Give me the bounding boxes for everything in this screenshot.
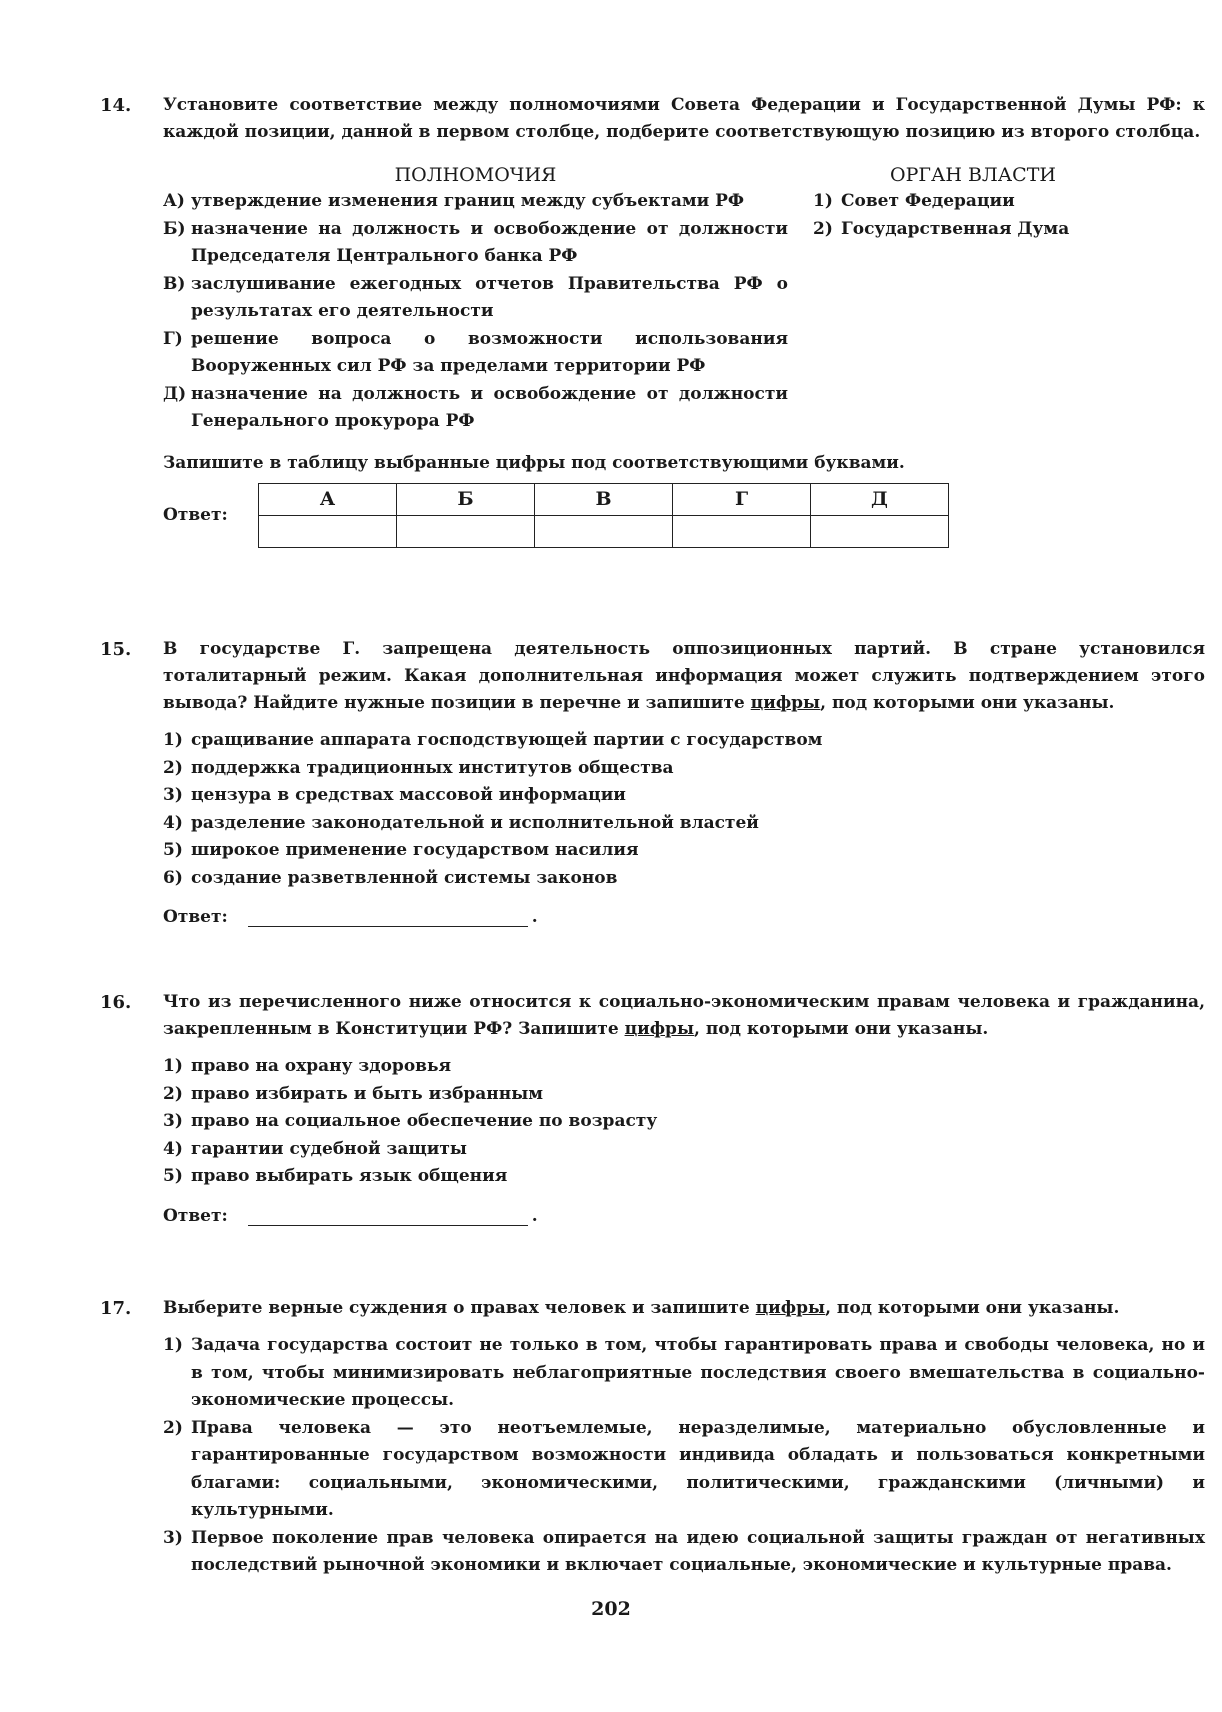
answer-line-15: Ответ: . — [163, 907, 538, 927]
list-item: 4) гарантии судебной защиты — [163, 1138, 467, 1159]
task-15-options — [163, 727, 1205, 892]
task-17-text: Выберите верные суждения о правах человек и запишите цифры, под которыми они указаны. — [163, 1298, 1120, 1318]
answer-blank[interactable] — [248, 1205, 528, 1226]
page-number: 202 — [591, 1598, 631, 1620]
task-14-number: 14. — [100, 95, 132, 116]
power-item: А) утверждение изменения границ между субъектами РФ — [163, 191, 745, 211]
list-item: 5) широкое применение государством насилия — [163, 840, 639, 860]
task-16 — [100, 989, 1205, 1226]
power-item: Г) решение вопроса о возможности использования Вооруженных сил РФ за пределами территории РФ — [163, 328, 788, 376]
answer-table-header: В — [535, 483, 673, 515]
list-item: 3) цензура в средствах массовой информации — [163, 785, 626, 805]
organs-header: ОРГАН ВЛАСТИ — [890, 164, 1056, 186]
task-17-number: 17. — [100, 1298, 132, 1319]
matching-columns — [163, 162, 1205, 436]
answer-table — [258, 483, 949, 548]
answer-label: Ответ: — [163, 505, 228, 525]
answer-line-16: Ответ: . — [163, 1205, 538, 1226]
answer-cell[interactable] — [535, 515, 673, 547]
list-item: 2) право избирать и быть избранным — [163, 1083, 544, 1104]
power-item: В) заслушивание ежегодных отчетов Правительства РФ о результатах его деятельности — [163, 273, 788, 321]
list-item: 1) сращивание аппарата господствующей партии с государством — [163, 730, 823, 750]
answer-cell[interactable] — [397, 515, 535, 547]
emphasis-digits: цифры — [624, 1019, 694, 1039]
list-item: 2) поддержка традиционных институтов общества — [163, 757, 674, 778]
answer-table-header: Б — [397, 483, 535, 515]
task-15-text: В государстве Г. запрещена деятельность оппозиционных партий. В стране установился тоталитарный режим. Какая дополнительная информация может служить подтверждением этого вывода? Найдите нужные позиции в перечне и запишите цифры, под которыми они указаны. — [163, 639, 1205, 713]
answer-table-header: Д — [811, 483, 949, 515]
list-item: 4) разделение законодательной и исполнительной властей — [163, 812, 759, 833]
task-16-text: Что из перечисленного ниже относится к социально-экономическим правам человека и гражданина, закрепленным в Конституции РФ? Запишите цифры, под которыми они указаны. — [163, 992, 1205, 1039]
list-item: 2) Права человека — это неотъемлемые, неразделимые, материально обусловленные и гарантированные государством возможности индивида обладать и пользоваться конкретными благами: социальными, экономическими, политическими, гражданскими (личными) и культурными. — [163, 1417, 1205, 1520]
power-item: Д) назначение на должность и освобождение от должности Генерального прокурора РФ — [163, 383, 788, 431]
powers-column — [163, 162, 788, 436]
task-14 — [100, 92, 1205, 548]
answer-table-header: Г — [673, 483, 811, 515]
list-item: 3) право на социальное обеспечение по возрасту — [163, 1111, 658, 1131]
power-item: Б) назначение на должность и освобождение от должности Председателя Центрального банка РФ — [163, 218, 788, 266]
powers-header: ПОЛНОМОЧИЯ — [394, 164, 557, 186]
list-item: 6) создание разветвленной системы законов — [163, 867, 618, 888]
task-15-number: 15. — [100, 639, 132, 660]
answer-cell[interactable] — [811, 515, 949, 547]
list-item: 1) право на охрану здоровья — [163, 1056, 452, 1076]
task-17-options — [163, 1332, 1205, 1580]
answer-blank[interactable] — [248, 906, 528, 927]
organ-item: 2) Государственная Дума — [813, 218, 1070, 239]
task-16-number: 16. — [100, 992, 132, 1013]
emphasis-digits: цифры — [755, 1298, 826, 1318]
task-16-options — [163, 1053, 1205, 1191]
task-15 — [100, 636, 1205, 927]
emphasis-digits: цифры — [750, 693, 821, 713]
answer-table-header: А — [259, 483, 397, 515]
answer-row-14 — [163, 483, 1205, 548]
organ-item: 1) Совет Федерации — [813, 191, 1015, 211]
task-14-text: Установите соответствие между полномочиями Совета Федерации и Государственной Думы РФ: к каждой позиции, данной в первом столбце, подберите соответствующую позицию из второго столбца. — [163, 95, 1205, 142]
list-item: 3) Первое поколение прав человека опирается на идею социальной защиты граждан от негативных последствий рыночной экономики и включает социальные, экономические и культурные права. — [163, 1527, 1205, 1575]
answer-cell[interactable] — [259, 515, 397, 547]
list-item: 5) право выбирать язык общения — [163, 1166, 508, 1186]
list-item: 1) Задача государства состоит не только в том, чтобы гарантировать права и свободы человека, но и в том, чтобы минимизировать неблагоприятные последствия своего вмешательства в социально-экономические процессы. — [163, 1335, 1205, 1410]
answer-label: Ответ: — [163, 907, 228, 927]
answer-cell[interactable] — [673, 515, 811, 547]
organs-column — [813, 162, 1133, 436]
task-17 — [100, 1295, 1205, 1580]
table-instruction: Запишите в таблицу выбранные цифры под соответствующими буквами. — [163, 452, 905, 473]
answer-label: Ответ: — [163, 1205, 228, 1226]
